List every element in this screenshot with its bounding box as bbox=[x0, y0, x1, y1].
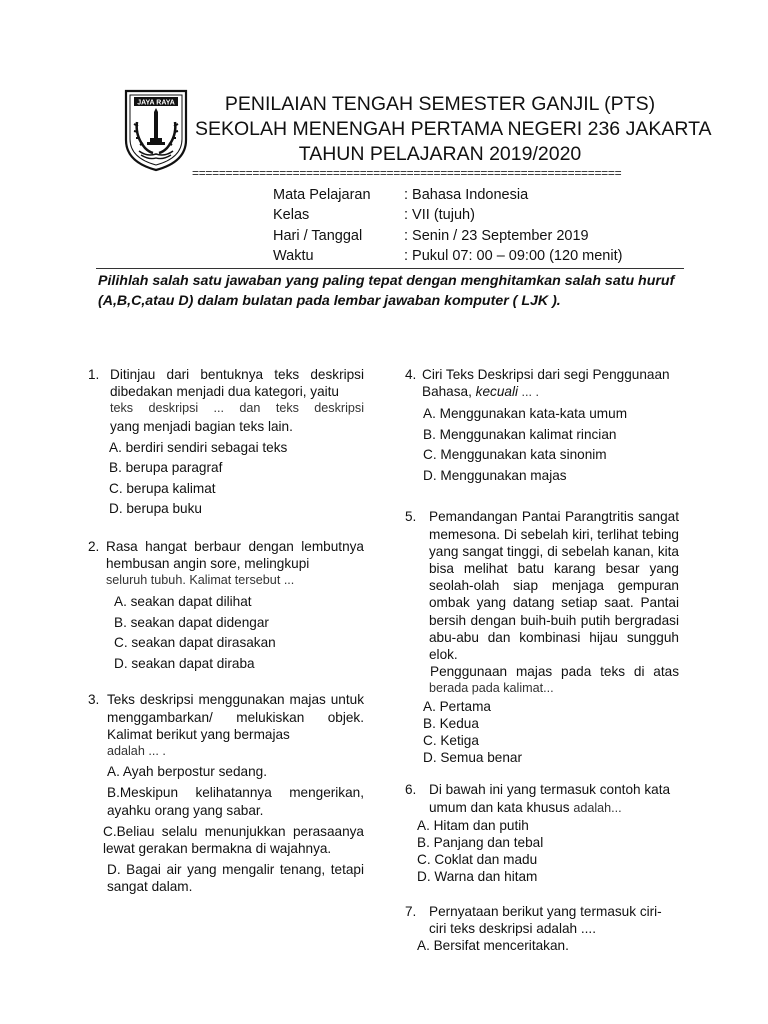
answer-option: A. seakan dapat dilihat bbox=[114, 594, 252, 610]
info-row-time bbox=[273, 246, 622, 266]
question-2 bbox=[88, 538, 364, 675]
info-label: Kelas bbox=[273, 207, 310, 224]
question-text-end: ... . bbox=[518, 385, 539, 400]
exam-header bbox=[195, 92, 712, 167]
answer-option: C. Coklat dan madu bbox=[417, 852, 538, 868]
exam-info bbox=[273, 185, 622, 266]
info-value: : Senin / 23 September 2019 bbox=[404, 227, 589, 244]
question-number: 7. bbox=[405, 903, 417, 919]
answer-option: B. seakan dapat didengar bbox=[114, 614, 269, 630]
answer-option: B. Panjang dan tebal bbox=[417, 835, 544, 851]
school-name: SEKOLAH MENENGAH PERTAMA NEGERI 236 JAKARTA bbox=[195, 118, 712, 140]
answer-option: D. Menggunakan majas bbox=[423, 467, 567, 483]
question-number: 5. bbox=[405, 509, 417, 525]
answer-option: C.Beliau selalu menunjukkan perasaanya lewat gerakan bermakna di wajahnya. bbox=[103, 823, 364, 857]
info-row-date bbox=[273, 226, 622, 246]
answer-option: D. Warna dan hitam bbox=[417, 869, 538, 885]
question-1 bbox=[88, 366, 364, 520]
question-6 bbox=[405, 781, 679, 885]
answer-option: A. Menggunakan kata-kata umum bbox=[423, 406, 628, 422]
question-text-continued: teks deskripsi ... dan teks deskripsi bbox=[110, 401, 364, 416]
answer-option: A. Hitam dan putih bbox=[417, 817, 529, 833]
answer-option: C. berupa kalimat bbox=[109, 480, 216, 496]
answer-option: A. berdiri sendiri sebagai teks bbox=[109, 439, 288, 455]
question-7 bbox=[405, 903, 679, 955]
answer-option: D. Bagai air yang mengalir tenang, tetapi sangat dalam. bbox=[107, 862, 364, 895]
answer-option: B. Menggunakan kalimat rincian bbox=[423, 426, 617, 442]
answer-option: C. Ketiga bbox=[423, 733, 479, 749]
question-3 bbox=[88, 691, 364, 895]
info-row-subject bbox=[273, 185, 622, 205]
question-4 bbox=[405, 366, 679, 486]
question-text: Rasa hangat berbaur dengan lembutnya hembusan angin sore, melingkupi bbox=[106, 538, 364, 572]
question-number: 2. bbox=[88, 538, 100, 554]
question-text: Ciri Teks Deskripsi dari segi Penggunaan Bahasa, bbox=[422, 367, 670, 400]
question-text-continued: Penggunaan majas pada teks di atas bbox=[430, 664, 679, 680]
question-text-continued: berada pada kalimat... bbox=[429, 681, 554, 696]
info-row-class bbox=[273, 205, 622, 225]
question-text: Di bawah ini yang termasuk contoh kata umum dan kata khusus bbox=[429, 782, 671, 815]
question-text-italic: kecuali bbox=[475, 384, 518, 400]
instruction-divider bbox=[96, 268, 684, 269]
question-number: 6. bbox=[405, 782, 417, 798]
question-text: Teks deskripsi menggunakan majas untuk menggambarkan/ melukiskan objek. Kalimat berikut yang bermajas bbox=[107, 692, 364, 742]
answer-option: C. seakan dapat dirasakan bbox=[114, 635, 276, 651]
answer-option: C. Menggunakan kata sinonim bbox=[423, 447, 607, 463]
question-column-right bbox=[405, 366, 679, 954]
jaya-raya-emblem-icon bbox=[123, 88, 189, 172]
info-label: Waktu bbox=[273, 247, 314, 264]
header-separator: ================================================================ bbox=[192, 166, 622, 180]
question-number: 4. bbox=[405, 367, 417, 382]
exam-title: PENILAIAN TENGAH SEMESTER GANJIL (PTS) bbox=[224, 93, 656, 115]
academic-year: TAHUN PELAJARAN 2019/2020 bbox=[298, 143, 582, 165]
info-value: : Pukul 07: 00 – 09:00 (120 menit) bbox=[404, 247, 623, 264]
info-label: Mata Pelajaran bbox=[273, 187, 371, 203]
answer-option: A. Pertama bbox=[423, 698, 491, 714]
instruction-text: Pilihlah salah satu jawaban yang paling tepat dengan menghitamkan salah satu huruf (A,B,C,atau D) dalam bulatan pada lembar jawaban komputer ( LJK ). bbox=[98, 273, 675, 309]
question-text-continued: seluruh tubuh. Kalimat tersebut ... bbox=[106, 573, 295, 588]
question-text: Pemandangan Pantai Parangtritis sangat memesona. Di sebelah kiri, terlihat tebing yang sangat tinggi, di sebelah kanan, kita bisa melihat batu karang besar yang seolah-olah siap menjaga gempuran ombak yang datang setiap saat. Pantai bersih dengan buih-buih putih bergradasi abu-abu dan kombinasi hijau sungguh elok. bbox=[429, 509, 679, 663]
question-text: Pernyataan berikut yang termasuk ciri-ciri teks deskripsi adalah .... bbox=[429, 903, 662, 936]
question-text: Ditinjau dari bentuknya teks deskripsi dibedakan menjadi dua kategori, yaitu bbox=[110, 367, 364, 400]
answer-option: D. berupa buku bbox=[109, 501, 202, 517]
question-text-continued: yang menjadi bagian teks lain. bbox=[110, 418, 293, 434]
answer-option: D. Semua benar bbox=[423, 750, 522, 766]
question-5 bbox=[405, 508, 679, 766]
info-value: : VII (tujuh) bbox=[404, 207, 475, 224]
question-column-left bbox=[88, 366, 364, 896]
answer-option: B. Kedua bbox=[423, 715, 479, 731]
answer-option: B. berupa paragraf bbox=[109, 460, 223, 476]
question-number: 1. bbox=[88, 367, 100, 382]
school-logo bbox=[123, 88, 189, 172]
answer-option: A. Bersifat menceritakan. bbox=[417, 938, 569, 954]
logo-banner-text: JAYA RAYA bbox=[137, 99, 175, 107]
info-value: : Bahasa Indonesia bbox=[404, 187, 529, 203]
question-text-continued: adalah... bbox=[573, 800, 622, 815]
question-number: 3. bbox=[88, 692, 100, 708]
info-label: Hari / Tanggal bbox=[273, 227, 363, 244]
question-text-continued: adalah ... . bbox=[107, 744, 166, 759]
answer-option: D. seakan dapat diraba bbox=[114, 655, 255, 671]
answer-option: B.Meskipun kelihatannya mengerikan, ayahku orang yang sabar. bbox=[107, 785, 364, 818]
answer-option: A. Ayah berpostur sedang. bbox=[107, 764, 267, 780]
